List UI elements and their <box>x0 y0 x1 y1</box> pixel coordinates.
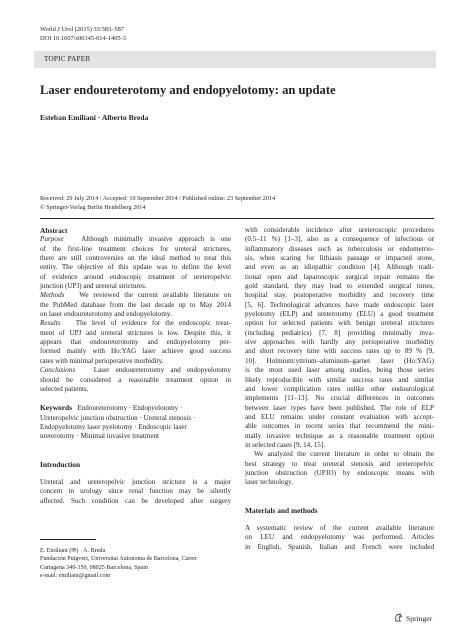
body-line: (0.5–11 %) [1–3], also as a consequence of infectious or <box>245 235 434 244</box>
left-column <box>40 226 231 506</box>
results-line: ment of UPJ and ureteral strictures is low. Despite this, it <box>40 328 231 337</box>
introduction-line: affected. Such condition can be developed after surgery <box>40 496 231 505</box>
article-title: Laser endoureterotomy and endopyelotomy: an update <box>40 83 336 97</box>
publisher-mark <box>394 613 432 624</box>
results-label: Results <box>40 319 61 328</box>
corresponding-authors: E. Emiliani (✉) · A. Breda <box>40 548 106 554</box>
footnote-rule <box>40 539 96 540</box>
authors: Esteban Emiliani · Alberto Breda <box>40 113 149 122</box>
results-line: The level of evidence for the endoscopic treat- <box>75 319 232 328</box>
body-line: and short recovery time with success rates up to 89 % [9, <box>245 347 434 356</box>
materials-methods-heading: Materials and methods <box>245 505 318 515</box>
body-line: A systematic review of the current available literature <box>245 523 434 532</box>
results-line: formed mainly with Ho:YAG laser achieve good success <box>40 347 231 356</box>
introduction-line: concern in urology since renal function may be silently <box>40 487 231 496</box>
abstract-methods <box>40 291 231 300</box>
results-line: appears that endoureterotomy and endopyelotomy per- <box>40 338 231 347</box>
abstract-results <box>40 319 231 328</box>
methods-line: on laser endoureterotomy and endopyelotomy. <box>40 310 172 319</box>
body-line: option for selected patients with benign ureteral strictures <box>245 319 434 328</box>
body-line: junction obstruction (UPJO) by endoscopic means with <box>245 468 434 477</box>
keywords-line: Endopyelotomy laser pyelotomy · Endoscopic laser <box>40 422 187 431</box>
body-line: able outcomes in recent series that recommend the mini- <box>245 422 434 431</box>
body-line: pyelotomy (ELP) and ureterotomy (ELU) a good treatment <box>245 310 434 319</box>
methods-line: the PubMed database from the last decade up to May 2014 <box>40 300 231 309</box>
publisher-name: Springer <box>406 614 433 623</box>
body-line: mally invasive technique as a reasonable treatment option <box>245 431 434 440</box>
body-line: We analyzed the current literature in order to obtain the <box>254 450 434 459</box>
journal-citation: World J Urol (2015) 33:583–587 <box>40 26 124 33</box>
abstract-conclusions <box>40 366 231 375</box>
keywords-line: Ureteropelvic junction obstruction · Ureteral stenosis · <box>40 413 196 422</box>
topic-banner <box>34 51 436 68</box>
keywords-label: Keywords <box>40 403 73 413</box>
body-line: gold standard, they may lead to extended surgical times, <box>245 282 434 291</box>
doi: DOI 10.1007/s00345-014-1405-3 <box>40 34 126 42</box>
body-line: tional open and laparoscopic surgical repair remains the <box>245 272 434 281</box>
body-line: sis, when scaring for lithiasis passage or impacted stone, <box>245 254 434 263</box>
publication-history <box>40 195 275 212</box>
affiliation-line: Fundación Puigvert, Universitat Autonoma de Barcelona, Carrer <box>40 556 198 563</box>
body-line: is the most used laser among studies, being those series <box>245 366 434 375</box>
abstract-heading: Abstract <box>40 226 68 235</box>
abstract-purpose <box>40 235 231 244</box>
springer-horse-icon <box>394 613 403 624</box>
body-line: likely reproducible with similar success rates and similar <box>245 375 434 384</box>
body-line: between laser types have been published. The role of ELP <box>245 403 434 412</box>
purpose-line: of evidence around endoscopic treatment of ureteropelvic <box>40 272 231 281</box>
methods-label: Methods <box>40 291 65 300</box>
body-line: and lower complication rates unlike other endourological <box>245 384 434 393</box>
keywords-line: Endoureterotomy · Endopyelotomy · <box>77 404 183 413</box>
body-line: and ELU remains under constant evaluation with accept- <box>245 412 434 421</box>
body-line: 10]. Holmium:yttrium–aluminum–garnet laser (Ho:YAG) <box>245 356 434 365</box>
author-email[interactable]: e-mail: emiliani@gmail.com <box>40 572 111 579</box>
keywords <box>40 403 231 413</box>
body-line: implements [11–13]. No crucial differences in outcomes <box>245 394 434 403</box>
purpose-line: of the first-line treatment choices for ureteral strictures, <box>40 244 231 253</box>
journal-header <box>40 26 126 44</box>
introduction-line: Ureteral and ureteropelvic junction stricture is a major <box>40 477 231 486</box>
body-line: laser technology. <box>245 478 293 487</box>
purpose-line: junction (UPJ) and ureteral strictures. <box>40 282 147 291</box>
body-line: on LEU and endopyelotomy was performed. Articles <box>245 533 434 542</box>
purpose-label: Purpose <box>40 235 64 244</box>
keywords-line: ureterotomy · Minimal invasive treatment <box>40 432 159 441</box>
purpose-line: there are still controversies on the ideal method to treat this <box>40 254 231 263</box>
author-footnote <box>40 547 197 580</box>
methods-line: We reviewed the current available literature on <box>79 291 231 300</box>
body-line: in selected cases [9, 14, 15]. <box>245 440 325 449</box>
body-line: sive approaches with hardly any perioperative morbidity <box>245 338 434 347</box>
body-line: with considerable incidence after ureteroscopic procedures <box>245 226 434 234</box>
results-line: rates with minimal perioperative morbidity. <box>40 356 164 365</box>
conclusions-label: Conclusions <box>40 366 76 375</box>
purpose-line: entity. The objective of this update was to define the level <box>40 263 231 272</box>
topic-label: TOPIC PAPER <box>44 55 91 63</box>
affiliation-line: Cartagena 340-350, 08025 Barcelona, Spain <box>40 564 148 571</box>
introduction-heading: Introduction <box>40 459 81 469</box>
body-line: and even as an idiopathic condition [4]. Although tradi- <box>245 263 434 272</box>
conclusions-line: selected patients. <box>40 384 89 393</box>
body-line: in English, Spanish, Italian and French were included <box>245 542 434 551</box>
right-column <box>245 226 434 552</box>
body-line: (including pediatrics) [7, 8] providing minimally inva- <box>245 328 434 337</box>
body-line: best strategy to treat ureteral stenosis and ureteropelvic <box>245 459 434 468</box>
purpose-line: Although minimally invasive approach is one <box>81 235 232 244</box>
copyright: © Springer-Verlag Berlin Heidelberg 2014 <box>40 203 146 211</box>
body-line: hospital stay, postoperative morbidity and recovery time <box>245 291 434 300</box>
received-dates: Received: 29 July 2014 / Accepted: 10 September 2014 / Published online: 23 September 2014 <box>40 195 276 202</box>
body-line: inflammatory diseases such as tuberculosis or endometrio- <box>245 244 434 253</box>
conclusions-line: should be considered a reasonable treatment option in <box>40 375 231 384</box>
header-divider <box>40 218 434 219</box>
conclusions-line: Laser endoureterotomy and endopyelotomy <box>93 366 231 375</box>
body-line: [5, 6]. Technological advances have made endoscopic laser <box>245 300 434 309</box>
